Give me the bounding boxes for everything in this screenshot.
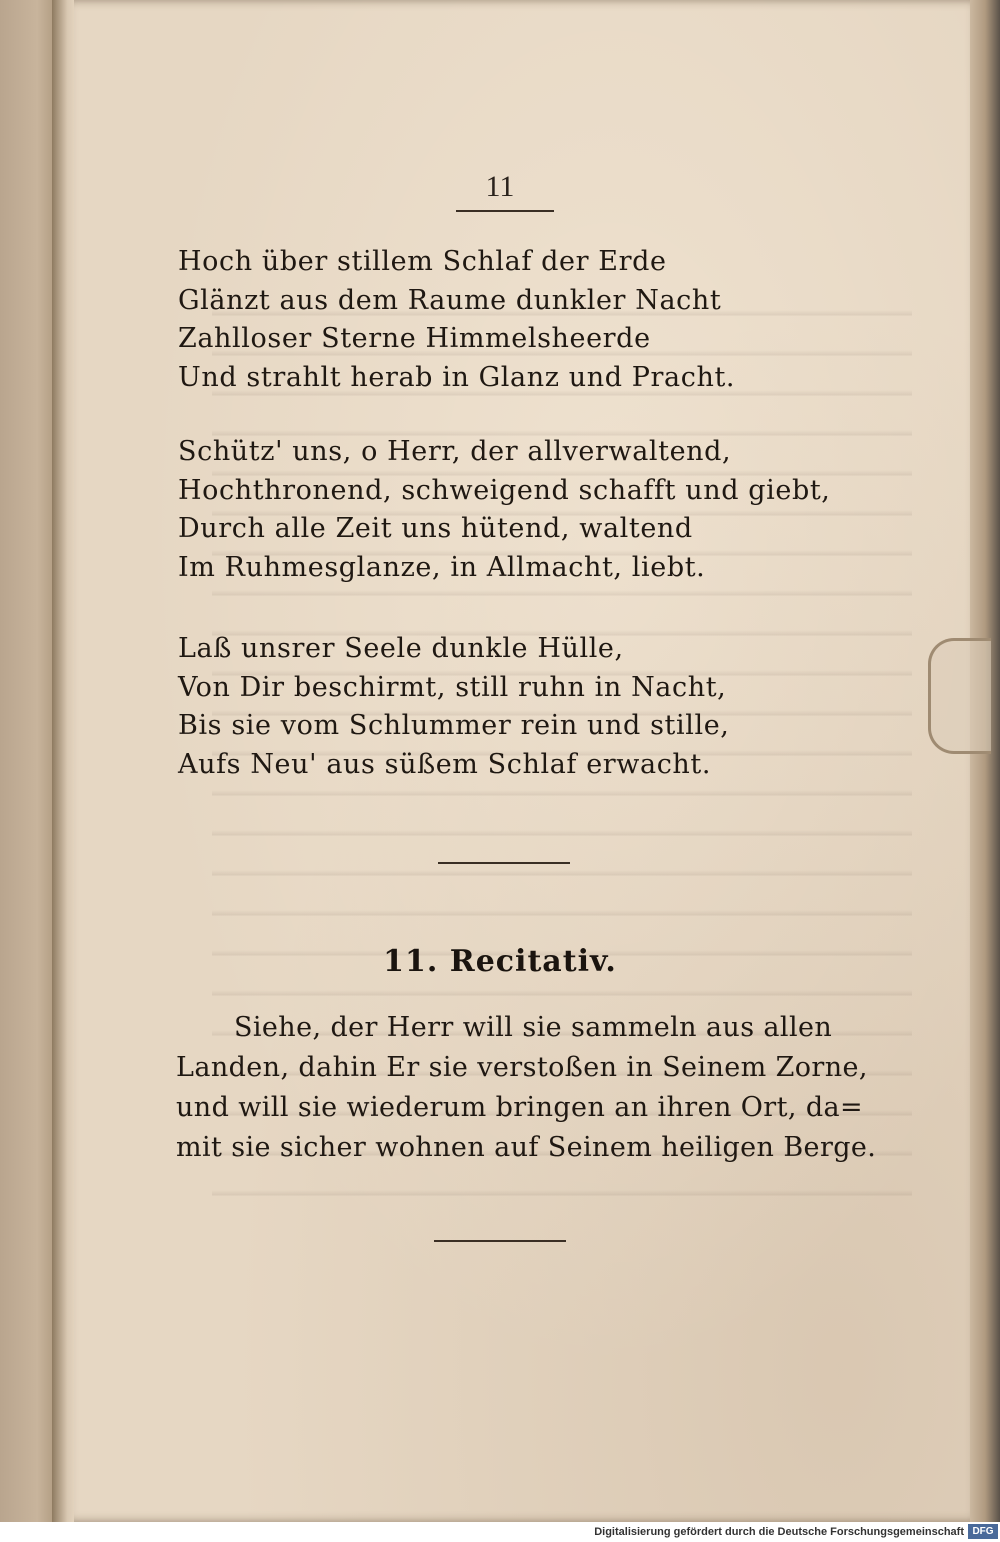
section-heading: 11. Recitativ. xyxy=(383,944,617,979)
verse-line: Im Ruhmesglanze, in Allmacht, liebt. xyxy=(178,551,706,583)
verse-line: Bis sie vom Schlummer rein und stille, xyxy=(178,710,730,741)
verse-line: Hoch über stillem Schlaf der Erde xyxy=(178,246,667,277)
verse-line: Glänzt aus dem Raume dunkler Nacht xyxy=(178,284,722,316)
paragraph-line: und will sie wiederum bringen an ihren Ort, da= xyxy=(176,1092,864,1123)
footer-credit: Digitalisierung gefördert durch die Deutsche Forschungsgemeinschaft xyxy=(594,1526,964,1538)
verse-line: Zahlloser Sterne Himmelsheerde xyxy=(178,323,651,354)
section-divider-rule xyxy=(438,862,570,864)
stanza-2 xyxy=(178,433,830,587)
page-number: 11 xyxy=(485,170,515,203)
paragraph-line: Siehe, der Herr will sie sammeln aus allen xyxy=(234,1012,833,1043)
verse-line: Durch alle Zeit uns hütend, waltend xyxy=(178,513,693,544)
verse-line: Und strahlt herab in Glanz und Pracht. xyxy=(178,361,736,393)
recitativ-paragraph xyxy=(176,1008,877,1168)
verse-line: Aufs Neu' aus süßem Schlaf erwacht. xyxy=(178,748,712,780)
verse-line: Hochthronend, schweigend schafft und giebt, xyxy=(178,474,831,506)
verse-line: Laß unsrer Seele dunkle Hülle, xyxy=(178,633,624,664)
verse-line: Von Dir beschirmt, still ruhn in Nacht, xyxy=(178,671,727,703)
paragraph-line: Landen, dahin Er sie verstoßen in Seinem Zorne, xyxy=(176,1052,868,1083)
stanza-3 xyxy=(178,630,729,784)
stanza-1 xyxy=(178,243,735,397)
verse-line: Schütz' uns, o Herr, der allverwaltend, xyxy=(178,436,732,467)
closing-rule xyxy=(434,1240,566,1242)
right-page-edge xyxy=(970,0,1000,1522)
binding-clip xyxy=(928,638,991,754)
header-rule xyxy=(456,210,554,212)
paragraph-line: mit sie sicher wohnen auf Seinem heiligen Berge. xyxy=(176,1132,877,1163)
page-gutter xyxy=(52,0,74,1522)
dfg-logo-icon: DFG xyxy=(968,1524,998,1539)
